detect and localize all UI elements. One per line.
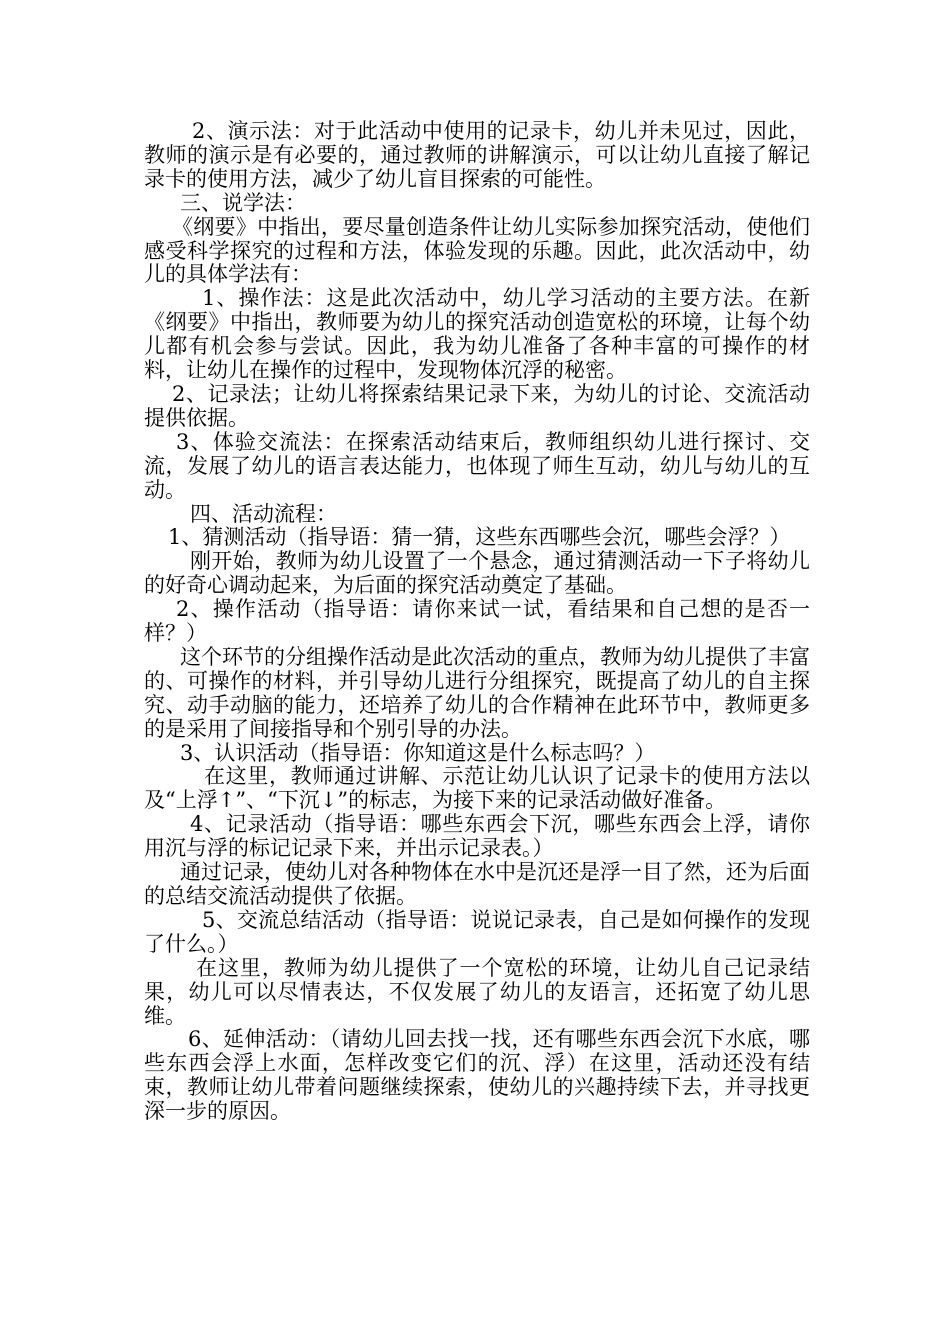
heading-learning-method: 三、说学法： [180, 190, 306, 215]
paragraph-guess-detail: 刚开始，教师为幼儿设置了一个悬念，通过猜测活动一下子将幼儿的好奇心调动起来，为后面的探究活动奠定了基础。 [144, 549, 810, 598]
paragraph-operate-activity: 2、操作活动（指导语：请你来试一试，看结果和自己想的是否一样？） [144, 597, 810, 646]
paragraph-demo-method: 2、演示法：对于此活动中使用的记录卡，幼儿并未见过，因此，教师的演示是有必要的，通过教师的讲解演示，可以让幼儿直接了解记录卡的使用方法，减少了幼儿盲目探索的可能性。 [144, 119, 810, 191]
heading-activity-flow: 四、活动流程： [190, 501, 337, 526]
paragraph-recognize-detail: 在这里，教师通过讲解、示范让幼儿认识了记录卡的使用方法以及“上浮↑”、“下沉↓”的标志，为接下来的记录活动做好准备。 [144, 764, 810, 813]
paragraph-exchange-method: 3、体验交流法：在探索活动结束后，教师组织幼儿进行探讨、交流，发展了幼儿的语言表达能力，也体现了师生互动，幼儿与幼儿的互动。 [144, 429, 810, 502]
paragraph-operate-detail: 这个环节的分组操作活动是此次活动的重点，教师为幼儿提供了丰富的、可操作的材料，并引导幼儿进行分组探究，既提高了幼儿的自主探究、动手动脑的能力，还培养了幼儿的合作精神在此环节中，教师更多的是采用了间接指导和个别引导的办法。 [144, 644, 810, 741]
paragraph-summary-detail: 在这里，教师为幼儿提供了一个宽松的环境，让幼儿自己记录结果，幼儿可以尽情表达，不仅发展了幼儿的友语言，还拓宽了幼儿思维。 [144, 955, 810, 1028]
paragraph-extension-activity: 6、延伸活动：（请幼儿回去找一找，还有哪些东西会沉下水底，哪些东西会浮上水面，怎样改变它们的沉、浮）在这里，活动还没有结束，教师让幼儿带着问题继续探索，使幼儿的兴趣持续下去，并寻找更深一步的原因。 [144, 1027, 810, 1124]
paragraph-record-detail: 通过记录，使幼儿对各种物体在水中是沉还是浮一目了然，还为后面的总结交流活动提供了依据。 [144, 860, 810, 908]
paragraph-recording-method: 2、记录法；让幼儿将探索结果记录下来，为幼儿的讨论、交流活动提供依据。 [144, 381, 810, 430]
document-body [144, 120, 810, 1124]
paragraph-operation-method: 1、操作法：这是此次活动中，幼儿学习活动的主要方法。在新《纲要》中指出，教师要为幼儿的探究活动创造宽松的环境，让每个幼儿都有机会参与尝试。因此，我为幼儿准备了各种丰富的可操作的材料，让幼儿在操作的过程中，发现物体沉浮的秘密。 [144, 286, 810, 383]
paragraph-recognize-activity: 3、认识活动（指导语：你知道这是什么标志吗？） [180, 740, 656, 765]
paragraph-outline-quote: 《纲要》中指出，要尽量创造条件让幼儿实际参加探究活动，使他们感受科学探究的过程和方法，体验发现的乐趣。因此，此次活动中，幼儿的具体学法有： [144, 214, 810, 287]
paragraph-summary-activity: 5、交流总结活动（指导语：说说记录表，自己是如何操作的发现了什么。） [144, 907, 810, 956]
paragraph-record-activity: 4、记录活动（指导语：哪些东西会下沉，哪些东西会上浮，请你用沉与浮的标记记录下来，并出示记录表。） [144, 812, 810, 861]
paragraph-guess-activity: 1、猜测活动（指导语：猜一猜，这些东西哪些会沉，哪些会浮？） [168, 525, 791, 550]
